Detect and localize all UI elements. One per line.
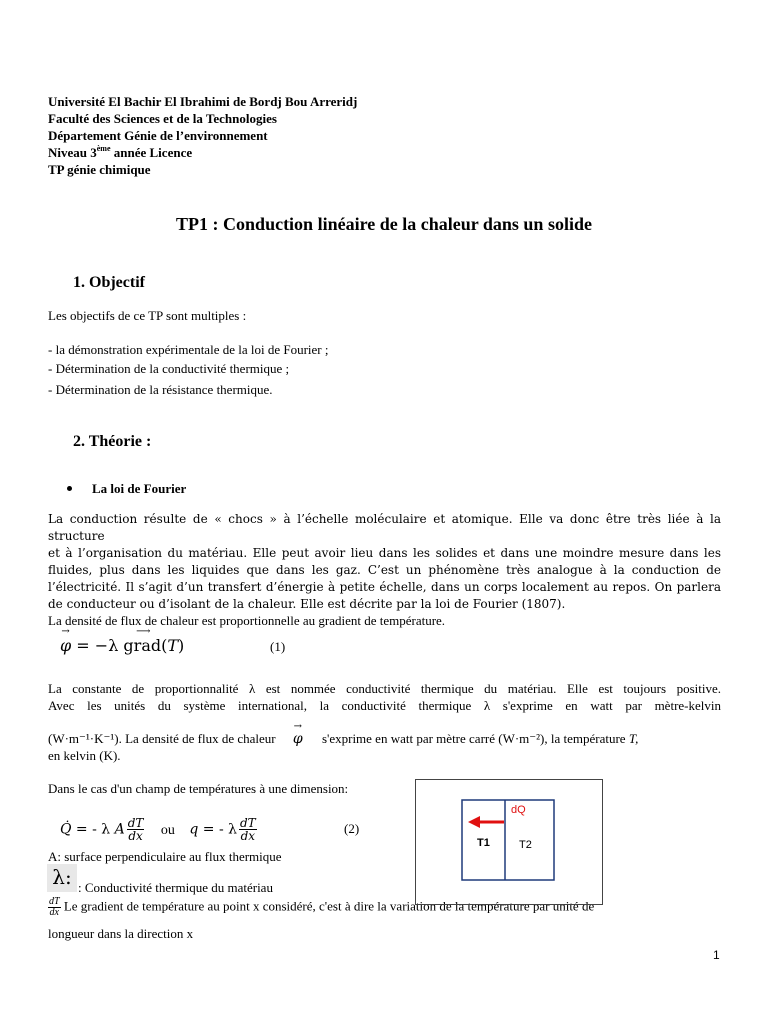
flow-label: dQ bbox=[511, 804, 526, 816]
one-dimension-sentence: Dans le cas d'un champ de températures à une dimension: bbox=[48, 781, 349, 796]
section-heading-theorie: 2. Théorie : bbox=[73, 433, 152, 450]
definition-gradient-cont: longueur dans la direction x bbox=[48, 926, 194, 941]
t2-label: T2 bbox=[519, 839, 532, 851]
equation-number-1: (1) bbox=[270, 639, 286, 654]
t1-label: T1 bbox=[477, 837, 490, 849]
objectives-intro: Les objectifs de ce TP sont multiples : bbox=[48, 308, 247, 323]
objective-item: - Détermination de la résistance thermique. bbox=[48, 382, 273, 397]
definition-gradient: $\frac{dT}{dx}$ Le gradient de température au point x considéré, c'est à dire la variation de la température par unité de bbox=[49, 896, 595, 918]
heat-rate-equation: Q̇ = - λ A $\frac{dT}{dx}$ ou q = - λ $\frac{dT}{dx}$ bbox=[60, 816, 256, 843]
objective-item: - Détermination de la conductivité thermique ; bbox=[48, 361, 290, 376]
university-name: Université El Bachir El Ibrahimi de Bordj Bou Arreridj bbox=[48, 94, 358, 109]
document-title: TP1 : Conduction linéaire de la chaleur dans un solide bbox=[176, 214, 592, 234]
course-name: TP génie chimique bbox=[48, 162, 151, 177]
equation-number-2: (2) bbox=[344, 821, 360, 836]
bullet-fourier-law: La loi de Fourier bbox=[67, 481, 186, 497]
heat-flow-diagram bbox=[416, 780, 602, 904]
faculty-name: Faculté des Sciences et de la Technologies bbox=[48, 111, 277, 126]
objective-item: - la démonstration expérimentale de la loi de Fourier ; bbox=[48, 342, 329, 357]
bullet-dot-icon bbox=[67, 486, 72, 491]
conduction-paragraph: La conduction résulte de « chocs » à l’échelle moléculaire et atomique. Elle va donc être très liée à la structure et à l’organisation du matériau. Elle peut avoir lieu dans les solides et dans une moindre mesure dans les fluides, plus dans les liquides que dans les gaz. C’est un phénomène très analogue à la conduction de l’électricité. Il s’agit d’un transfert d’énergie à petite échelle, dans un corps localement au repos. On parlera de conducteur ou d’isolant de la chaleur. Elle est décrite par la loi de Fourier (1807). bbox=[48, 512, 721, 611]
conductivity-paragraph: La constante de proportionnalité λ est nommée conductivité thermique du matériau. Elle est toujours positive. Avec les unités du système international, la conductivité thermique λ s'exprime en watt par mètre-kelvin bbox=[48, 681, 721, 713]
department-name: Département Génie de l’environnement bbox=[48, 128, 268, 143]
institution-header bbox=[48, 93, 357, 178]
heat-flow-arrow-head bbox=[468, 816, 480, 828]
flux-density-sentence: La densité de flux de chaleur est proportionnelle au gradient de température. bbox=[48, 613, 446, 628]
section-heading-objectif: 1. Objectif bbox=[73, 274, 145, 291]
heat-flow-figure bbox=[415, 779, 603, 905]
page-number: 1 bbox=[713, 948, 720, 962]
kelvin-line: en kelvin (K). bbox=[48, 748, 121, 763]
units-line: (W·m⁻¹·K⁻¹). La densité de flux de chaleur φ → s'exprime en watt par mètre carré (W·m⁻²), la température T, bbox=[48, 721, 639, 747]
conductor-frame bbox=[462, 800, 554, 880]
fourier-equation: φ → = −λ grad ⟶ (T) bbox=[60, 626, 185, 655]
level-line: Niveau 3ème année Licence bbox=[48, 144, 193, 160]
definition-lambda: : Conductivité thermique du matériau bbox=[78, 880, 273, 895]
definition-surface: A: surface perpendiculaire au flux thermique bbox=[48, 849, 282, 864]
lambda-symbol-icon: λ: bbox=[47, 864, 77, 892]
